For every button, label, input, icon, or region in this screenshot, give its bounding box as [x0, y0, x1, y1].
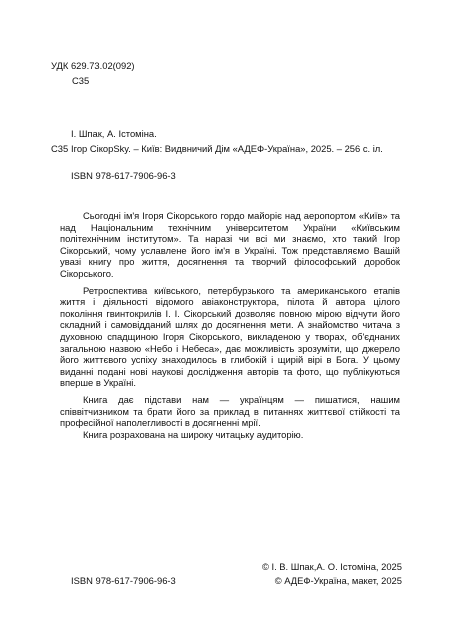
udk-index: УДК 629.73.02(092)	[51, 60, 135, 71]
copyright-publisher: © АДЕФ-Україна, макет, 2025	[274, 575, 402, 586]
annotation-paragraph: Книга розрахована на широку читацьку аудиторію.	[83, 428, 304, 440]
bibliographic-description: Ігор СікорSky. – Київ: Видвничий Дім «АДЕФ-Україна», 2025. – 256 с. іл.	[71, 143, 383, 154]
annotation	[60, 210, 400, 440]
isbn-top: ISBN 978-617-7906-96-3	[71, 170, 176, 181]
copyright-authors: © І. В. Шпак,А. О. Істоміна, 2025	[261, 561, 402, 572]
annotation-paragraph: Книга дає підстави нам — українцям — пишатися, нашим співвітчизником та брати його за приклад в питаннях життєвої стійкості та професійної наполегливості в досягненні мрії.	[60, 393, 400, 429]
authors-line: І. Шпак, А. Істоміна.	[71, 128, 157, 139]
author-mark-code: С35	[72, 75, 90, 86]
isbn-bottom: ISBN 978-617-7906-96-3	[71, 575, 176, 586]
annotation-paragraph: Ретроспектива київського, петербурзького та американського етапів життя і діяльності відомого авіаконструктора, пілота й автора цілого покоління гвинтокрилів І. І. Сікорський дозволяє повною мірою відчути його складний і самовідданий шлях до досягнення мети. А знайомство читача з духовною спадщиною Ігоря Сікорського, викладеною у творах, об'єднаних загальною назвою «Небо і Небеса», дає можливість зрозуміти, що джерело його життєвого успіху знаходилось в глибокій і щирій вірі в Бога. У цьому виданні подані нові наукові дослідження авторів та фото, що публікуються вперше в Україні.	[60, 284, 400, 389]
annotation-paragraph: Сьогодні ім'я Ігоря Сікорського гордо майоріє над аеропортом «Київ» та над Національним технічним університетом України «Київським політехнічним інститутом». Та наразі чи всі ми знаємо, хто такий Ігор Сікорський, чому уславлене його ім'я в Україні. Тож представляємо Вашій увазі книгу про життя, досягнення та творчий філософський доробок Сікорського.	[60, 210, 400, 279]
bibliographic-code: С35	[51, 143, 69, 154]
